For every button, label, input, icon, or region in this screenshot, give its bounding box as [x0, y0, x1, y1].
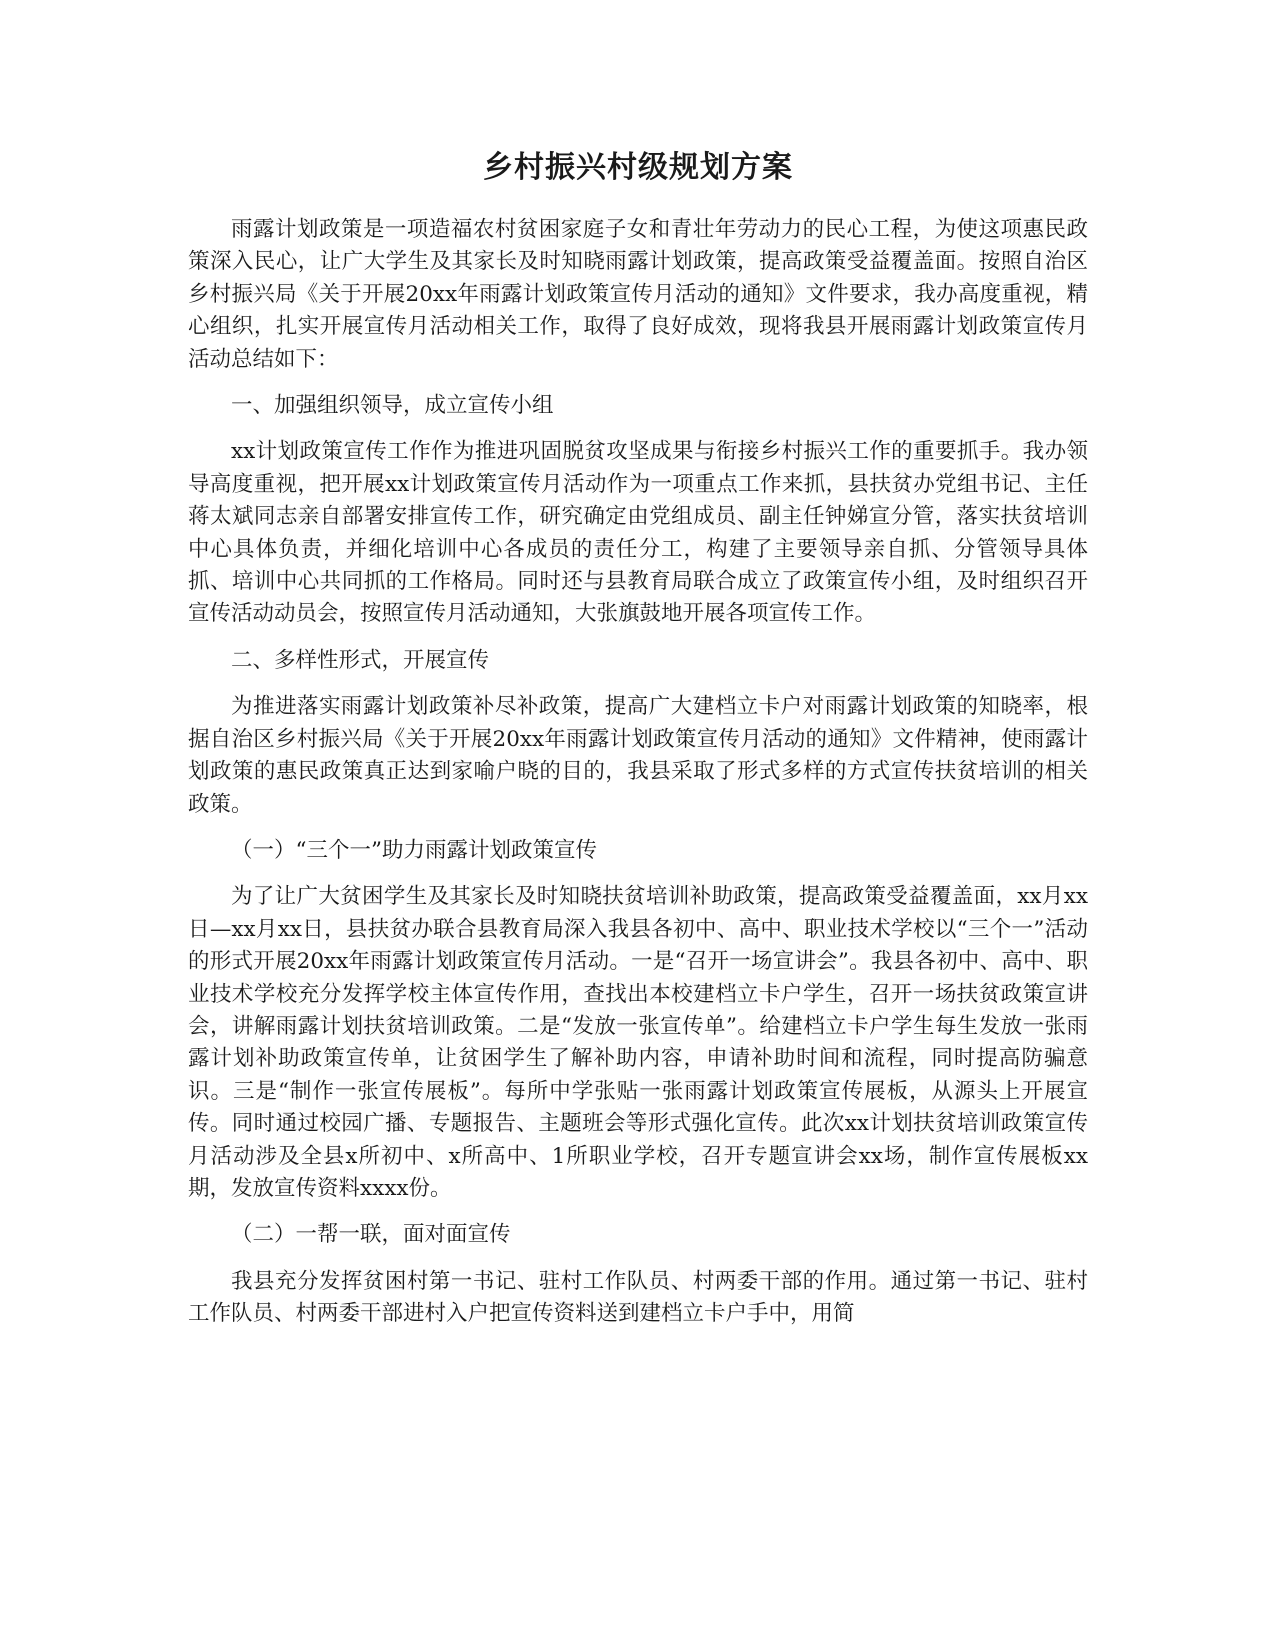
- document-title: 乡村振兴村级规划方案: [483, 150, 793, 185]
- paragraph-section-1: xx计划政策宣传工作作为推进巩固脱贫攻坚成果与衔接乡村振兴工作的重要抓手。我办领导高度重视，把开展xx计划政策宣传月活动作为一项重点工作来抓，县扶贫办党组书记、主任蒋太斌同志亲自部署安排宣传工作，研究确定由党组成员、副主任钟娣宣分管，落实扶贫培训中心具体负责，并细化培训中心各成员的责任分工，构建了主要领导亲自抓、分管领导具体抓、培训中心共同抓的工作格局。同时还与县教育局联合成立了政策宣传小组，及时组织召开宣传活动动员会，按照宣传月活动通知，大张旗鼓地开展各项宣传工作。: [188, 439, 1088, 627]
- paragraph-intro: 雨露计划政策是一项造福农村贫困家庭子女和青壮年劳动力的民心工程，为使这项惠民政策深入民心，让广大学生及其家长及时知晓雨露计划政策，提高政策受益覆盖面。按照自治区乡村振兴局《关于开展20xx年雨露计划政策宣传月活动的通知》文件要求，我办高度重视，精心组织，扎实开展宣传月活动相关工作，取得了良好成效，现将我县开展雨露计划政策宣传月活动总结如下：: [188, 217, 1088, 372]
- paragraph-section-2: 为推进落实雨露计划政策补尽补政策，提高广大建档立卡户对雨露计划政策的知晓率，根据自治区乡村振兴局《关于开展20xx年雨露计划政策宣传月活动的通知》文件精神，使雨露计划政策的惠民政策真正达到家喻户晓的目的，我县采取了形式多样的方式宣传扶贫培训的相关政策。: [188, 694, 1088, 817]
- subsection-heading-1: （一）“三个一”助力雨露计划政策宣传: [231, 837, 597, 863]
- paragraph-subsection-2: 我县充分发挥贫困村第一书记、驻村工作队员、村两委干部的作用。通过第一书记、驻村工作队员、村两委干部进村入户把宣传资料送到建档立卡户手中，用简: [188, 1268, 1088, 1327]
- paragraph-subsection-1: 为了让广大贫困学生及其家长及时知晓扶贫培训补助政策，提高政策受益覆盖面，xx月xx日—xx月xx日，县扶贫办联合县教育局深入我县各初中、高中、职业技术学校以“三个一”活动的形式开展20xx年雨露计划政策宣传月活动。一是“召开一场宣讲会”。我县各初中、高中、职业技术学校充分发挥学校主体宣传作用，查找出本校建档立卡户学生，召开一场扶贫政策宣讲会，讲解雨露计划扶贫培训政策。二是“发放一张宣传单”。给建档立卡户学生每生发放一张雨露计划补助政策宣传单，让贫困学生了解补助内容，申请补助时间和流程，同时提高防骗意识。三是“制作一张宣传展板”。每所中学张贴一张雨露计划政策宣传展板，从源头上开展宣传。同时通过校园广播、专题报告、主题班会等形式强化宣传。此次xx计划扶贫培训政策宣传月活动涉及全县x所初中、x所高中、1所职业学校，召开专题宣讲会xx场，制作宣传展板xx期，发放宣传资料xxxx份。: [188, 884, 1088, 1201]
- section-heading-1: 一、加强组织领导，成立宣传小组: [231, 393, 554, 419]
- document-page: [188, 148, 1088, 1345]
- section-heading-2: 二、多样性形式，开展宣传: [231, 647, 490, 673]
- subsection-heading-2: （二）一帮一联，面对面宣传: [231, 1222, 511, 1248]
